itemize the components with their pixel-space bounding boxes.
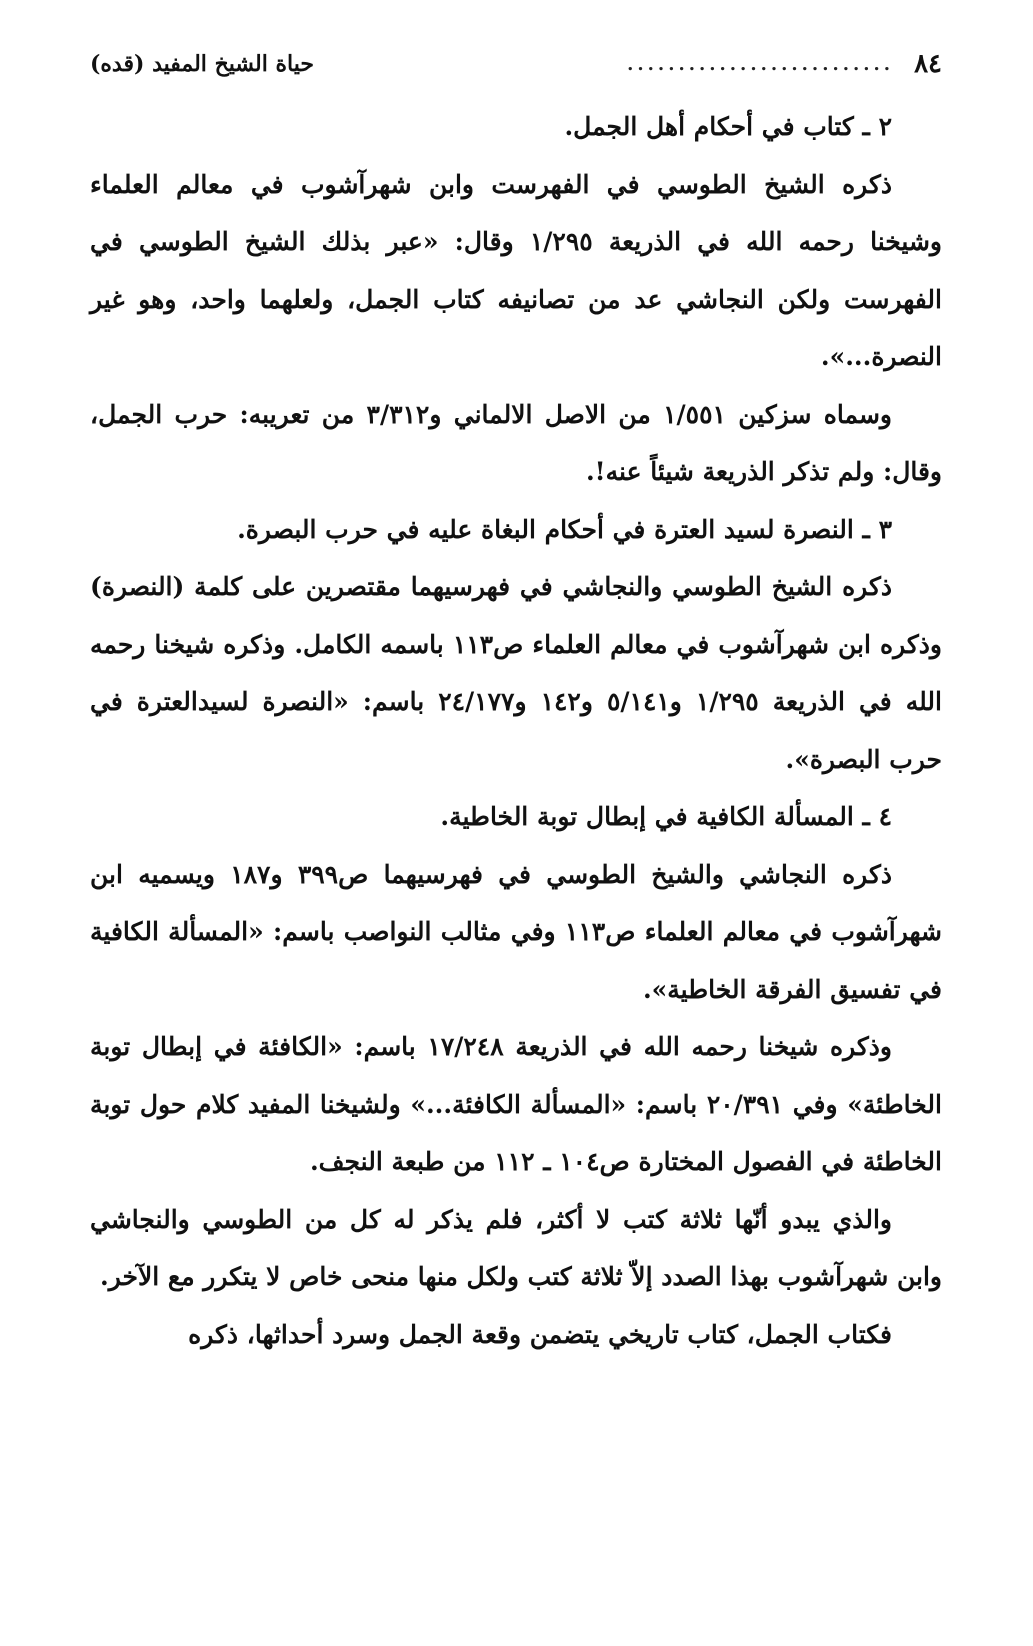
running-title: حياة الشيخ المفيد (قده) [90,51,314,77]
page-number: ٨٤ [914,49,942,79]
paragraph: وذكره شيخنا رحمه الله في الذريعة ١٧/٢٤٨ باسم: «الكافئة في إبطال توبة الخاطئة» وفي ٢٠/٣٩١ باسم: «المسألة الكافئة...» ولشيخنا المفيد كلام حول توبة الخاطئة في الفصول المختارة ص١٠٤ ـ ١١٢ من طبعة النجف. [90,1032,942,1176]
paragraph: ذكره الشيخ الطوسي في الفهرست وابن شهرآشوب في معالم العلماء وشيخنا رحمه الله في الذريعة ١/٢٩٥ وقال: «عبر بذلك الشيخ الطوسي في الفهرست ولكن النجاشي عد من تصانيفه كتاب الجمل، ولعلهما واحد، وهو غير النصرة...». [90,169,942,371]
paragraph: ذكره الشيخ الطوسي والنجاشي في فهرسيهما مقتصرين على كلمة (النصرة) وذكره ابن شهرآشوب في معالم العلماء ص١١٣ باسمه الكامل. وذكره شيخنا رحمه الله في الذريعة ١/٢٩٥ و٥/١٤١ و١٤٢ و٢٤/١٧٧ باسم: «النصرة لسيدالعترة في حرب البصرة». [90,572,942,774]
paragraph: والذي يبدو أنّها ثلاثة كتب لا أكثر، فلم يذكر له كل من الطوسي والنجاشي وابن شهرآشوب بهذا الصدد إلاّ ثلاثة كتب ولكل منها منحى خاص لا يتكرر مع الآخر. [90,1204,942,1291]
paragraph-heading-2: ٢ ـ كتاب في أحكام أهل الجمل. [564,112,892,141]
paragraph: فكتاب الجمل، كتاب تاريخي يتضمن وقعة الجمل وسرد أحداثها، ذكره [188,1319,892,1349]
page-body [90,98,942,1363]
paragraph-heading-3: ٣ ـ النصرة لسيد العترة في أحكام البغاة عليه في حرب البصرة. [237,514,892,544]
header-leader-dots: .......................... [627,53,895,75]
paragraph: وسماه سزكين ١/٥٥١ من الاصل الالماني و٣/٣١٢ من تعريبه: حرب الجمل، وقال: ولم تذكر الذريعة شيئاً عنه!. [90,399,942,486]
paragraph: ذكره النجاشي والشيخ الطوسي في فهرسيهما ص٣٩٩ و١٨٧ ويسميه ابن شهرآشوب في معالم العلماء ص١١٣ وفي مثالب النواصب باسم: «المسألة الكافية في تفسيق الفرقة الخاطية». [90,859,942,1004]
page-header [90,44,942,84]
paragraph-heading-4: ٤ ـ المسألة الكافية في إبطال توبة الخاطية. [440,802,892,831]
